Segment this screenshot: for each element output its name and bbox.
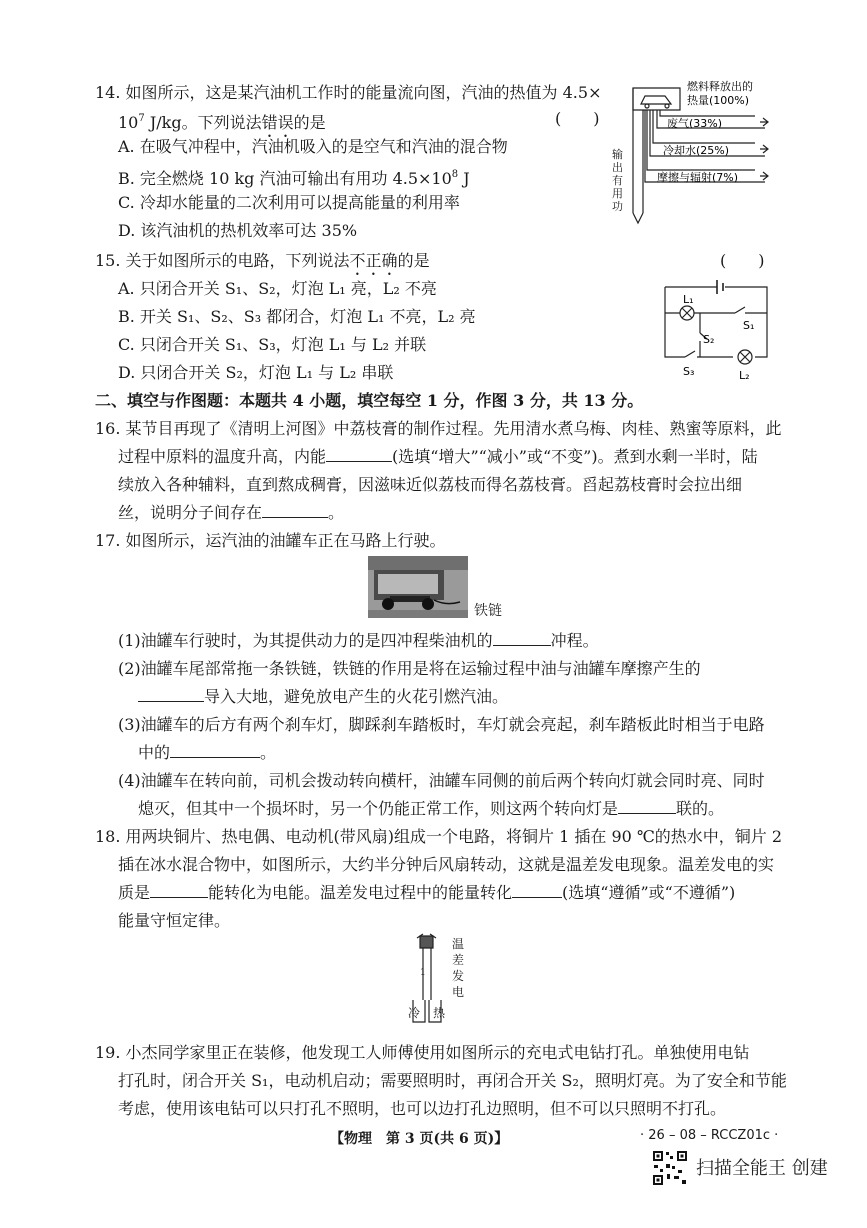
q14-b-unit: J (458, 169, 470, 188)
energy-flow-diagram (605, 78, 775, 228)
q17-part4-line1: (4)油罐车在转向前，司机会拨动转向横杆，油罐车同侧的前后两个转向灯就会同时亮、同时 (118, 771, 765, 790)
q17-part2-line1: (2)油罐车尾部常拖一条铁链，铁链的作用是将在运输过程中油与油罐车摩擦产生的 (118, 659, 701, 678)
q16-line2-post: (选填“增大”“减小”或“不变”)。煮到水剩一半时，陆 (392, 447, 758, 466)
q14-answer-paren: ( ) (555, 109, 600, 128)
q14-option-d: D. 该汽油机的热机效率可达 35% (118, 221, 358, 240)
q18-line3 (118, 882, 735, 904)
label-s1: S₁ (743, 319, 755, 332)
fig-waste: 废气(33%) (667, 117, 723, 130)
q16-line3: 续放入各种辅料，直到熬成稠膏，因滋味近似荔枝而得名荔枝膏。舀起荔枝膏时会拉出细 (118, 475, 743, 494)
q17-p1-text: (1)油罐车行驶时，为其提供动力的是四冲程柴油机的 (118, 631, 493, 650)
q19-line1: 19. 小杰同学家里正在装修，他发现工人师傅使用如图所示的充电式电钻打孔。单独使用电钻 (95, 1043, 750, 1062)
q14-emphasis: 错误 (261, 113, 294, 132)
q17-blank-2[interactable] (138, 686, 204, 702)
useful-work-band (633, 88, 643, 213)
q14-option-b (118, 164, 470, 190)
q17-p1-end: 冲程。 (550, 631, 599, 650)
q14-exp-base: 10 (118, 113, 139, 132)
cold-label: 冷 (408, 1006, 421, 1020)
q17-blank-1[interactable] (493, 630, 551, 646)
car-box (633, 88, 680, 110)
q15-option-a: A. 只闭合开关 S₁、S₂，灯泡 L₁ 亮，L₂ 不亮 (118, 279, 437, 298)
q14-option-a: A. 在吸气冲程中，汽油机吸入的是空气和汽油的混合物 (118, 137, 508, 156)
q15-option-d: D. 只闭合开关 S₂，灯泡 L₁ 与 L₂ 串联 (118, 363, 394, 382)
q15-answer-paren: ( ) (720, 251, 765, 270)
thermo-side-label: 温差发电 (452, 937, 465, 999)
q17-part1 (118, 630, 599, 652)
q14-b-text: B. 完全燃烧 10 kg 汽油可输出有用功 4.5×10 (118, 169, 452, 188)
q14-line2-end: 的是 (293, 113, 326, 132)
q17-part3-line2 (138, 742, 276, 764)
q17-blank-3[interactable] (170, 742, 260, 758)
q15-emphasis: 不正确 (349, 251, 398, 270)
q17-p3-text: 中的 (138, 743, 171, 762)
chain-label: 铁链 (474, 603, 502, 619)
fig-useful-work: 输出有用功 (612, 148, 623, 213)
q15-stem-end: 的是 (397, 251, 430, 270)
q16-line4 (118, 502, 344, 524)
q17-p2-end: 导入大地，避免放电产生的火花引燃汽油。 (204, 687, 509, 706)
q17-part4-line2 (138, 798, 724, 820)
car-icon (641, 96, 671, 104)
q14-exp: 7 (138, 113, 145, 124)
q14-line1: 14. 如图所示，这是某汽油机工作时的能量流向图，汽油的热值为 4.5× (95, 83, 602, 102)
q18-line2: 插在冰水混合物中，如图所示，大约半分钟后风扇转动，这就是温差发电现象。温差发电的实 (118, 855, 775, 874)
plate-1-label: 1 (420, 968, 426, 978)
q17-p3-end: 。 (260, 743, 277, 762)
scanner-watermark: 扫描全能王 创建 (696, 1158, 828, 1179)
fig-top-line2: 热量(100%) (687, 94, 750, 107)
q15-stem-text: 15. 关于如图所示的电路，下列说法 (95, 251, 350, 270)
q16-blank-1[interactable] (326, 446, 392, 462)
q18-line3-text: 质是 (118, 883, 151, 902)
q16-line2 (118, 446, 758, 468)
q16-line4-text: 丝，说明分子间存在 (118, 503, 263, 522)
q18-blank-1[interactable] (150, 882, 208, 898)
q17-blank-4[interactable] (618, 798, 676, 814)
fig-cool: 冷却水(25%) (663, 144, 730, 157)
q16-line1: 16. 某节目再现了《清明上河图》中荔枝膏的制作过程。先用清水煮乌梅、肉桂、熟蜜等原料，此 (95, 419, 782, 438)
q16-line4-end: 。 (328, 503, 345, 522)
q18-line3-post: (选填“遵循”或“不遵循”) (562, 883, 736, 902)
page-footer-label: 【物理 第 3 页(共 6 页)】 (330, 1131, 509, 1147)
circuit-diagram (655, 275, 775, 385)
q18-blank-2[interactable] (512, 882, 562, 898)
qr-code-icon (652, 1150, 688, 1186)
label-s2: S₂ (703, 333, 715, 346)
q17-part3-line1: (3)油罐车的后方有两个刹车灯，脚踩刹车踏板时，车灯就会亮起，刹车踏板此时相当于电路 (118, 715, 765, 734)
fig-friction: 摩擦与辐射(7%) (657, 171, 739, 184)
q19-line2: 打孔时，闭合开关 S₁，电动机启动；需要照明时，再闭合开关 S₂，照明灯亮。为了安全和节能 (118, 1071, 787, 1090)
q16-line2-text: 过程中原料的温度升高，内能 (118, 447, 327, 466)
q18-line1: 18. 用两块铜片、热电偶、电动机(带风扇)组成一个电路，将铜片 1 插在 90 ℃的热水中，铜片 2 (95, 827, 783, 846)
q15-option-b: B. 开关 S₁、S₂、S₃ 都闭合，灯泡 L₁ 不亮，L₂ 亮 (118, 307, 476, 326)
section-2-heading: 二、填空与作图题：本题共 4 小题，填空每空 1 分，作图 3 分，共 13 分。 (95, 391, 644, 410)
q17-p4-text: 熄灭，但其中一个损坏时，另一个仍能正常工作，则这两个转向灯是 (138, 799, 619, 818)
q18-line4: 能量守恒定律。 (118, 911, 231, 930)
q14-b-exp: 8 (451, 169, 459, 180)
fig-top-line1: 燃料释放出的 (687, 80, 753, 93)
q14-option-c: C. 冷却水能量的二次利用可以提高能量的利用率 (118, 193, 460, 212)
switch-s3-icon (685, 351, 695, 357)
q18-line3-mid: 能转化为电能。温差发电过程中的能量转化 (208, 883, 513, 902)
q15-stem (95, 250, 430, 279)
q17-part2-line2 (138, 686, 508, 708)
exam-code: · 26 – 08 – RCCZ01c · (640, 1128, 779, 1143)
label-s3: S₃ (683, 365, 695, 378)
q17-stem: 17. 如图所示，运汽油的油罐车正在马路上行驶。 (95, 531, 446, 550)
label-l2: L₂ (739, 369, 750, 382)
fan-icon (420, 936, 433, 948)
q14-line2-text: J/kg。下列说法 (144, 113, 262, 132)
q16-blank-2[interactable] (262, 502, 328, 518)
tanker-photo (368, 556, 468, 618)
label-l1: L₁ (683, 293, 694, 306)
q17-p4-end: 联的。 (676, 799, 725, 818)
battery-icon (717, 280, 723, 294)
q15-option-c: C. 只闭合开关 S₁、S₃，灯泡 L₁ 与 L₂ 并联 (118, 335, 427, 354)
q19-line3: 考虑，使用该电钻可以只打孔不照明，也可以边打孔边照明，但不可以只照明不打孔。 (118, 1099, 727, 1118)
hot-label: 热 (433, 1006, 446, 1020)
